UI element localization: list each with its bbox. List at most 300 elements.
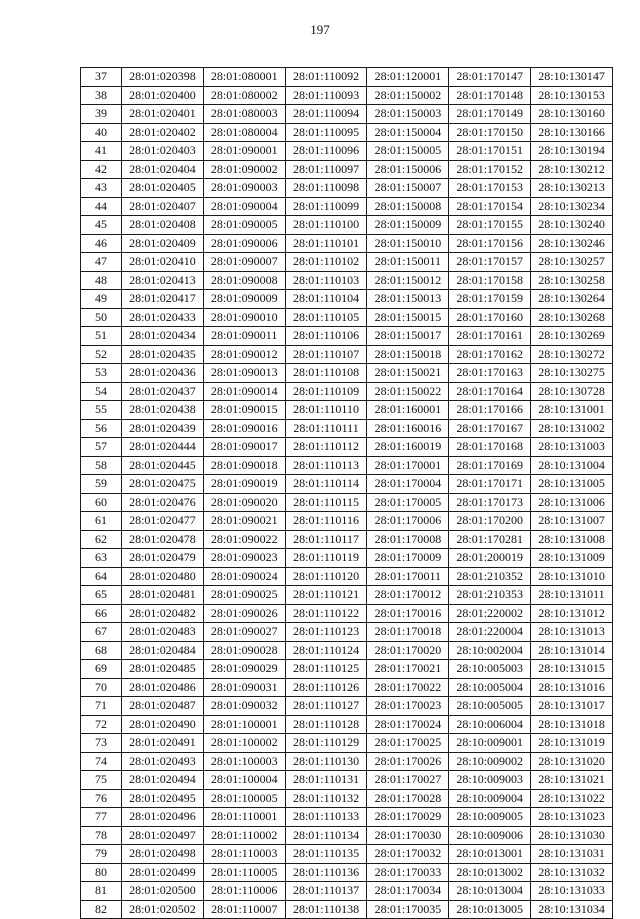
cadastral-number-cell: 28:01:020400 <box>122 86 204 105</box>
cadastral-number-cell: 28:01:110103 <box>285 271 367 290</box>
cadastral-number-cell: 28:10:131005 <box>531 475 613 494</box>
cadastral-number-cell: 28:01:020479 <box>122 549 204 568</box>
cadastral-number-cell: 28:01:090022 <box>203 530 285 549</box>
cadastral-number-cell: 28:01:110110 <box>285 401 367 420</box>
cadastral-number-cell: 28:01:170023 <box>367 697 449 716</box>
table-row <box>81 271 613 290</box>
cadastral-number-cell: 28:01:220002 <box>449 604 531 623</box>
cadastral-number-cell: 28:01:110120 <box>285 567 367 586</box>
cadastral-number-cell: 28:01:170027 <box>367 771 449 790</box>
cadastral-number-cell: 28:01:020435 <box>122 345 204 364</box>
cadastral-number-cell: 28:01:020498 <box>122 845 204 864</box>
cadastral-number-cell: 28:01:020496 <box>122 808 204 827</box>
cadastral-number-cell: 28:01:170033 <box>367 863 449 882</box>
cadastral-number-cell: 28:01:080001 <box>203 68 285 87</box>
row-number-cell: 77 <box>81 808 122 827</box>
row-number-cell: 80 <box>81 863 122 882</box>
cadastral-number-cell: 28:01:020478 <box>122 530 204 549</box>
cadastral-number-cell: 28:01:170005 <box>367 493 449 512</box>
cadastral-number-cell: 28:01:020493 <box>122 752 204 771</box>
cadastral-number-cell: 28:01:020476 <box>122 493 204 512</box>
cadastral-number-cell: 28:01:020485 <box>122 660 204 679</box>
table-row <box>81 308 613 327</box>
cadastral-number-cell: 28:01:200019 <box>449 549 531 568</box>
cadastral-number-cell: 28:01:110002 <box>203 826 285 845</box>
table-row <box>81 68 613 87</box>
table-row <box>81 734 613 753</box>
row-number-cell: 69 <box>81 660 122 679</box>
cadastral-number-cell: 28:01:170006 <box>367 512 449 531</box>
table-row <box>81 86 613 105</box>
cadastral-number-cell: 28:10:131030 <box>531 826 613 845</box>
cadastral-number-cell: 28:01:020436 <box>122 364 204 383</box>
cadastral-number-cell: 28:01:020482 <box>122 604 204 623</box>
cadastral-number-cell: 28:01:160001 <box>367 401 449 420</box>
cadastral-number-cell: 28:10:131006 <box>531 493 613 512</box>
cadastral-number-cell: 28:01:170160 <box>449 308 531 327</box>
cadastral-number-cell: 28:10:130258 <box>531 271 613 290</box>
table-row <box>81 382 613 401</box>
cadastral-number-cell: 28:01:150011 <box>367 253 449 272</box>
cadastral-number-cell: 28:01:020417 <box>122 290 204 309</box>
cadastral-number-cell: 28:01:090010 <box>203 308 285 327</box>
cadastral-number-cell: 28:01:150022 <box>367 382 449 401</box>
cadastral-number-cell: 28:10:131003 <box>531 438 613 457</box>
row-number-cell: 53 <box>81 364 122 383</box>
cadastral-number-cell: 28:10:131013 <box>531 623 613 642</box>
cadastral-number-cell: 28:01:110124 <box>285 641 367 660</box>
cadastral-number-cell: 28:10:005005 <box>449 697 531 716</box>
cadastral-number-cell: 28:01:020500 <box>122 882 204 901</box>
table-row <box>81 808 613 827</box>
cadastral-number-cell: 28:01:110132 <box>285 789 367 808</box>
cadastral-number-cell: 28:01:170147 <box>449 68 531 87</box>
cadastral-number-cell: 28:01:020438 <box>122 401 204 420</box>
cadastral-number-cell: 28:10:130257 <box>531 253 613 272</box>
cadastral-number-cell: 28:01:150018 <box>367 345 449 364</box>
cadastral-number-cell: 28:01:090017 <box>203 438 285 457</box>
cadastral-number-cell: 28:01:170016 <box>367 604 449 623</box>
cadastral-number-cell: 28:01:110007 <box>203 900 285 919</box>
cadastral-number-cell: 28:01:020401 <box>122 105 204 124</box>
cadastral-number-cell: 28:01:170009 <box>367 549 449 568</box>
cadastral-number-cell: 28:10:130147 <box>531 68 613 87</box>
row-number-cell: 66 <box>81 604 122 623</box>
cadastral-number-cell: 28:01:110135 <box>285 845 367 864</box>
cadastral-number-cell: 28:01:170158 <box>449 271 531 290</box>
cadastral-number-cell: 28:01:090025 <box>203 586 285 605</box>
cadastral-number-cell: 28:01:110104 <box>285 290 367 309</box>
cadastral-number-cell: 28:01:170153 <box>449 179 531 198</box>
cadastral-number-cell: 28:01:020490 <box>122 715 204 734</box>
table-row <box>81 771 613 790</box>
cadastral-number-cell: 28:01:110121 <box>285 586 367 605</box>
cadastral-number-cell: 28:01:110113 <box>285 456 367 475</box>
cadastral-number-cell: 28:01:090026 <box>203 604 285 623</box>
row-number-cell: 51 <box>81 327 122 346</box>
cadastral-number-cell: 28:10:013004 <box>449 882 531 901</box>
cadastral-number-cell: 28:01:020477 <box>122 512 204 531</box>
cadastral-number-cell: 28:01:170034 <box>367 882 449 901</box>
cadastral-number-cell: 28:01:170152 <box>449 160 531 179</box>
row-number-cell: 82 <box>81 900 122 919</box>
cadastral-number-cell: 28:01:110129 <box>285 734 367 753</box>
cadastral-number-cell: 28:01:090015 <box>203 401 285 420</box>
cadastral-number-cell: 28:10:131018 <box>531 715 613 734</box>
cadastral-number-cell: 28:01:100002 <box>203 734 285 753</box>
row-number-cell: 75 <box>81 771 122 790</box>
table-row <box>81 123 613 142</box>
cadastral-number-cell: 28:01:020439 <box>122 419 204 438</box>
cadastral-number-cell: 28:01:150006 <box>367 160 449 179</box>
cadastral-number-cell: 28:01:090016 <box>203 419 285 438</box>
cadastral-number-cell: 28:10:131008 <box>531 530 613 549</box>
cadastral-number-cell: 28:10:131016 <box>531 678 613 697</box>
cadastral-number-cell: 28:10:130160 <box>531 105 613 124</box>
cadastral-number-cell: 28:10:130264 <box>531 290 613 309</box>
cadastral-number-cell: 28:01:090023 <box>203 549 285 568</box>
table-row <box>81 567 613 586</box>
cadastral-number-cell: 28:10:009002 <box>449 752 531 771</box>
cadastral-number-cell: 28:01:170167 <box>449 419 531 438</box>
row-number-cell: 38 <box>81 86 122 105</box>
cadastral-number-cell: 28:10:131031 <box>531 845 613 864</box>
cadastral-number-cell: 28:01:090027 <box>203 623 285 642</box>
cadastral-number-cell: 28:01:080002 <box>203 86 285 105</box>
cadastral-number-cell: 28:01:110096 <box>285 142 367 161</box>
cadastral-number-cell: 28:10:131023 <box>531 808 613 827</box>
cadastral-number-cell: 28:01:170030 <box>367 826 449 845</box>
row-number-cell: 57 <box>81 438 122 457</box>
cadastral-number-cell: 28:10:131010 <box>531 567 613 586</box>
table-row <box>81 234 613 253</box>
cadastral-number-cell: 28:10:006004 <box>449 715 531 734</box>
cadastral-number-cell: 28:01:090031 <box>203 678 285 697</box>
cadastral-number-cell: 28:01:110100 <box>285 216 367 235</box>
cadastral-number-cell: 28:10:130728 <box>531 382 613 401</box>
row-number-cell: 55 <box>81 401 122 420</box>
row-number-cell: 56 <box>81 419 122 438</box>
cadastral-number-cell: 28:01:090021 <box>203 512 285 531</box>
cadastral-number-cell: 28:01:110094 <box>285 105 367 124</box>
cadastral-number-cell: 28:01:150008 <box>367 197 449 216</box>
cadastral-number-cell: 28:01:090018 <box>203 456 285 475</box>
cadastral-number-cell: 28:01:170159 <box>449 290 531 309</box>
cadastral-number-cell: 28:01:160019 <box>367 438 449 457</box>
table-row <box>81 401 613 420</box>
cadastral-number-cell: 28:10:131034 <box>531 900 613 919</box>
cadastral-number-cell: 28:01:170026 <box>367 752 449 771</box>
cadastral-number-cell: 28:01:090004 <box>203 197 285 216</box>
cadastral-number-cell: 28:10:130213 <box>531 179 613 198</box>
cadastral-number-cell: 28:01:110122 <box>285 604 367 623</box>
cadastral-number-cell: 28:10:013005 <box>449 900 531 919</box>
cadastral-number-cell: 28:10:130272 <box>531 345 613 364</box>
cadastral-number-cell: 28:01:020491 <box>122 734 204 753</box>
cadastral-number-cell: 28:01:170035 <box>367 900 449 919</box>
cadastral-number-cell: 28:01:020484 <box>122 641 204 660</box>
cadastral-number-cell: 28:01:110092 <box>285 68 367 87</box>
cadastral-number-cell: 28:01:110125 <box>285 660 367 679</box>
table-row <box>81 197 613 216</box>
cadastral-number-cell: 28:01:110003 <box>203 845 285 864</box>
cadastral-number-cell: 28:01:150004 <box>367 123 449 142</box>
cadastral-number-cell: 28:01:090007 <box>203 253 285 272</box>
cadastral-number-cell: 28:01:170157 <box>449 253 531 272</box>
row-number-cell: 68 <box>81 641 122 660</box>
cadastral-number-cell: 28:01:020408 <box>122 216 204 235</box>
table-row <box>81 530 613 549</box>
row-number-cell: 42 <box>81 160 122 179</box>
cadastral-number-cell: 28:01:110115 <box>285 493 367 512</box>
cadastral-number-cell: 28:01:170004 <box>367 475 449 494</box>
table-row <box>81 882 613 901</box>
row-number-cell: 39 <box>81 105 122 124</box>
row-number-cell: 50 <box>81 308 122 327</box>
row-number-cell: 54 <box>81 382 122 401</box>
cadastral-number-cell: 28:01:110133 <box>285 808 367 827</box>
table-row <box>81 456 613 475</box>
table-row <box>81 493 613 512</box>
cadastral-number-cell: 28:01:170012 <box>367 586 449 605</box>
cadastral-number-cell: 28:01:170151 <box>449 142 531 161</box>
cadastral-number-cell: 28:01:150007 <box>367 179 449 198</box>
cadastral-number-cell: 28:01:170164 <box>449 382 531 401</box>
cadastral-number-cell: 28:01:110130 <box>285 752 367 771</box>
cadastral-number-cell: 28:10:131012 <box>531 604 613 623</box>
row-number-cell: 49 <box>81 290 122 309</box>
cadastral-number-cell: 28:10:131032 <box>531 863 613 882</box>
cadastral-number-cell: 28:01:090011 <box>203 327 285 346</box>
cadastral-number-cell: 28:01:170168 <box>449 438 531 457</box>
cadastral-number-cell: 28:01:210353 <box>449 586 531 605</box>
row-number-cell: 40 <box>81 123 122 142</box>
cadastral-number-cell: 28:01:110126 <box>285 678 367 697</box>
cadastral-number-cell: 28:01:020410 <box>122 253 204 272</box>
table-row <box>81 678 613 697</box>
cadastral-number-cell: 28:01:020494 <box>122 771 204 790</box>
cadastral-number-cell: 28:01:020402 <box>122 123 204 142</box>
cadastral-number-cell: 28:01:150017 <box>367 327 449 346</box>
cadastral-number-cell: 28:10:013001 <box>449 845 531 864</box>
cadastral-number-cell: 28:01:170149 <box>449 105 531 124</box>
cadastral-number-cell: 28:01:110101 <box>285 234 367 253</box>
cadastral-number-cell: 28:10:131011 <box>531 586 613 605</box>
row-number-cell: 81 <box>81 882 122 901</box>
cadastral-number-cell: 28:01:170024 <box>367 715 449 734</box>
cadastral-number-cell: 28:01:110123 <box>285 623 367 642</box>
cadastral-number-cell: 28:01:110116 <box>285 512 367 531</box>
cadastral-number-cell: 28:01:110138 <box>285 900 367 919</box>
row-number-cell: 44 <box>81 197 122 216</box>
cadastral-number-cell: 28:01:150002 <box>367 86 449 105</box>
cadastral-number-cell: 28:01:170161 <box>449 327 531 346</box>
cadastral-number-cell: 28:10:131019 <box>531 734 613 753</box>
cadastral-number-cell: 28:01:110107 <box>285 345 367 364</box>
cadastral-number-cell: 28:01:170154 <box>449 197 531 216</box>
row-number-cell: 79 <box>81 845 122 864</box>
cadastral-number-cell: 28:01:090009 <box>203 290 285 309</box>
cadastral-number-cell: 28:01:080004 <box>203 123 285 142</box>
table-row <box>81 604 613 623</box>
cadastral-number-cell: 28:01:170156 <box>449 234 531 253</box>
cadastral-number-cell: 28:01:090008 <box>203 271 285 290</box>
table-row <box>81 863 613 882</box>
cadastral-number-cell: 28:10:130275 <box>531 364 613 383</box>
cadastral-number-cell: 28:01:020434 <box>122 327 204 346</box>
table-row <box>81 327 613 346</box>
table-row <box>81 290 613 309</box>
table-row <box>81 419 613 438</box>
cadastral-number-cell: 28:01:020480 <box>122 567 204 586</box>
cadastral-number-cell: 28:01:110105 <box>285 308 367 327</box>
row-number-cell: 67 <box>81 623 122 642</box>
table-row <box>81 345 613 364</box>
cadastral-number-cell: 28:01:020495 <box>122 789 204 808</box>
row-number-cell: 76 <box>81 789 122 808</box>
cadastral-number-cell: 28:01:020475 <box>122 475 204 494</box>
cadastral-number-cell: 28:01:020407 <box>122 197 204 216</box>
table-row <box>81 641 613 660</box>
cadastral-number-cell: 28:01:170281 <box>449 530 531 549</box>
cadastral-number-cell: 28:01:100005 <box>203 789 285 808</box>
cadastral-number-cell: 28:01:210352 <box>449 567 531 586</box>
table-row <box>81 845 613 864</box>
cadastral-number-cell: 28:10:009003 <box>449 771 531 790</box>
cadastral-number-cell: 28:10:009001 <box>449 734 531 753</box>
cadastral-number-cell: 28:01:090002 <box>203 160 285 179</box>
cadastral-number-cell: 28:01:110098 <box>285 179 367 198</box>
cadastral-number-cell: 28:01:100001 <box>203 715 285 734</box>
row-number-cell: 65 <box>81 586 122 605</box>
cadastral-number-cell: 28:01:170150 <box>449 123 531 142</box>
row-number-cell: 72 <box>81 715 122 734</box>
table-row <box>81 142 613 161</box>
cadastral-number-cell: 28:10:131004 <box>531 456 613 475</box>
cadastral-number-cell: 28:01:100003 <box>203 752 285 771</box>
cadastral-number-cell: 28:01:110119 <box>285 549 367 568</box>
cadastral-number-cell: 28:01:170200 <box>449 512 531 531</box>
cadastral-number-cell: 28:01:110128 <box>285 715 367 734</box>
cadastral-number-cell: 28:01:020404 <box>122 160 204 179</box>
cadastral-number-cell: 28:10:130166 <box>531 123 613 142</box>
cadastral-number-cell: 28:10:131002 <box>531 419 613 438</box>
cadastral-number-cell: 28:01:110136 <box>285 863 367 882</box>
cadastral-number-cell: 28:10:131015 <box>531 660 613 679</box>
cadastral-number-cell: 28:01:090024 <box>203 567 285 586</box>
cadastral-number-cell: 28:10:009005 <box>449 808 531 827</box>
cadastral-number-cell: 28:01:170018 <box>367 623 449 642</box>
table-row <box>81 697 613 716</box>
row-number-cell: 45 <box>81 216 122 235</box>
cadastral-number-cell: 28:01:020403 <box>122 142 204 161</box>
table-row <box>81 752 613 771</box>
cadastral-number-cell: 28:01:170169 <box>449 456 531 475</box>
cadastral-number-cell: 28:01:150013 <box>367 290 449 309</box>
cadastral-number-cell: 28:01:110109 <box>285 382 367 401</box>
cadastral-number-cell: 28:01:020413 <box>122 271 204 290</box>
cadastral-number-cell: 28:10:005004 <box>449 678 531 697</box>
cadastral-number-cell: 28:10:013002 <box>449 863 531 882</box>
table-row <box>81 900 613 919</box>
cadastral-number-cell: 28:01:090028 <box>203 641 285 660</box>
cadastral-number-cell: 28:01:020405 <box>122 179 204 198</box>
table-row <box>81 512 613 531</box>
cadastral-number-cell: 28:01:170155 <box>449 216 531 235</box>
cadastral-number-cell: 28:01:110127 <box>285 697 367 716</box>
cadastral-number-cell: 28:01:090012 <box>203 345 285 364</box>
table-row <box>81 826 613 845</box>
table-row <box>81 364 613 383</box>
cadastral-number-cell: 28:01:110117 <box>285 530 367 549</box>
cadastral-number-cell: 28:01:110131 <box>285 771 367 790</box>
row-number-cell: 71 <box>81 697 122 716</box>
cadastral-number-cell: 28:01:170163 <box>449 364 531 383</box>
cadastral-number-cell: 28:10:131033 <box>531 882 613 901</box>
cadastral-number-cell: 28:01:020499 <box>122 863 204 882</box>
row-number-cell: 63 <box>81 549 122 568</box>
cadastral-number-cell: 28:10:131020 <box>531 752 613 771</box>
row-number-cell: 61 <box>81 512 122 531</box>
cadastral-number-cell: 28:01:090006 <box>203 234 285 253</box>
table-row <box>81 586 613 605</box>
cadastral-number-cell: 28:10:130212 <box>531 160 613 179</box>
cadastral-number-cell: 28:01:110102 <box>285 253 367 272</box>
cadastral-number-cell: 28:01:090013 <box>203 364 285 383</box>
cadastral-number-cell: 28:01:150021 <box>367 364 449 383</box>
cadastral-number-cell: 28:01:150005 <box>367 142 449 161</box>
table-row <box>81 438 613 457</box>
table-row <box>81 160 613 179</box>
cadastral-number-cell: 28:01:170021 <box>367 660 449 679</box>
table-row <box>81 253 613 272</box>
cadastral-number-cell: 28:01:090005 <box>203 216 285 235</box>
cadastral-number-cell: 28:01:170162 <box>449 345 531 364</box>
cadastral-number-cell: 28:10:131021 <box>531 771 613 790</box>
cadastral-number-cell: 28:01:110134 <box>285 826 367 845</box>
cadastral-number-cell: 28:01:110114 <box>285 475 367 494</box>
cadastral-number-cell: 28:10:002004 <box>449 641 531 660</box>
cadastral-number-cell: 28:01:150015 <box>367 308 449 327</box>
row-number-cell: 59 <box>81 475 122 494</box>
cadastral-number-cell: 28:01:160016 <box>367 419 449 438</box>
row-number-cell: 43 <box>81 179 122 198</box>
cadastral-number-cell: 28:01:110001 <box>203 808 285 827</box>
cadastral-number-cell: 28:01:020398 <box>122 68 204 87</box>
table-row <box>81 216 613 235</box>
table-row <box>81 715 613 734</box>
row-number-cell: 73 <box>81 734 122 753</box>
cadastral-number-cell: 28:01:170148 <box>449 86 531 105</box>
cadastral-number-cell: 28:10:130153 <box>531 86 613 105</box>
row-number-cell: 48 <box>81 271 122 290</box>
cadastral-number-cell: 28:01:110108 <box>285 364 367 383</box>
row-number-cell: 60 <box>81 493 122 512</box>
row-number-cell: 78 <box>81 826 122 845</box>
row-number-cell: 70 <box>81 678 122 697</box>
cadastral-number-cell: 28:10:131007 <box>531 512 613 531</box>
cadastral-number-cell: 28:01:020502 <box>122 900 204 919</box>
table-row <box>81 789 613 808</box>
cadastral-number-cell: 28:01:110097 <box>285 160 367 179</box>
cadastral-number-cell: 28:10:131014 <box>531 641 613 660</box>
row-number-cell: 41 <box>81 142 122 161</box>
row-number-cell: 58 <box>81 456 122 475</box>
row-number-cell: 62 <box>81 530 122 549</box>
cadastral-number-cell: 28:01:110112 <box>285 438 367 457</box>
cadastral-number-cell: 28:10:009004 <box>449 789 531 808</box>
row-number-cell: 47 <box>81 253 122 272</box>
